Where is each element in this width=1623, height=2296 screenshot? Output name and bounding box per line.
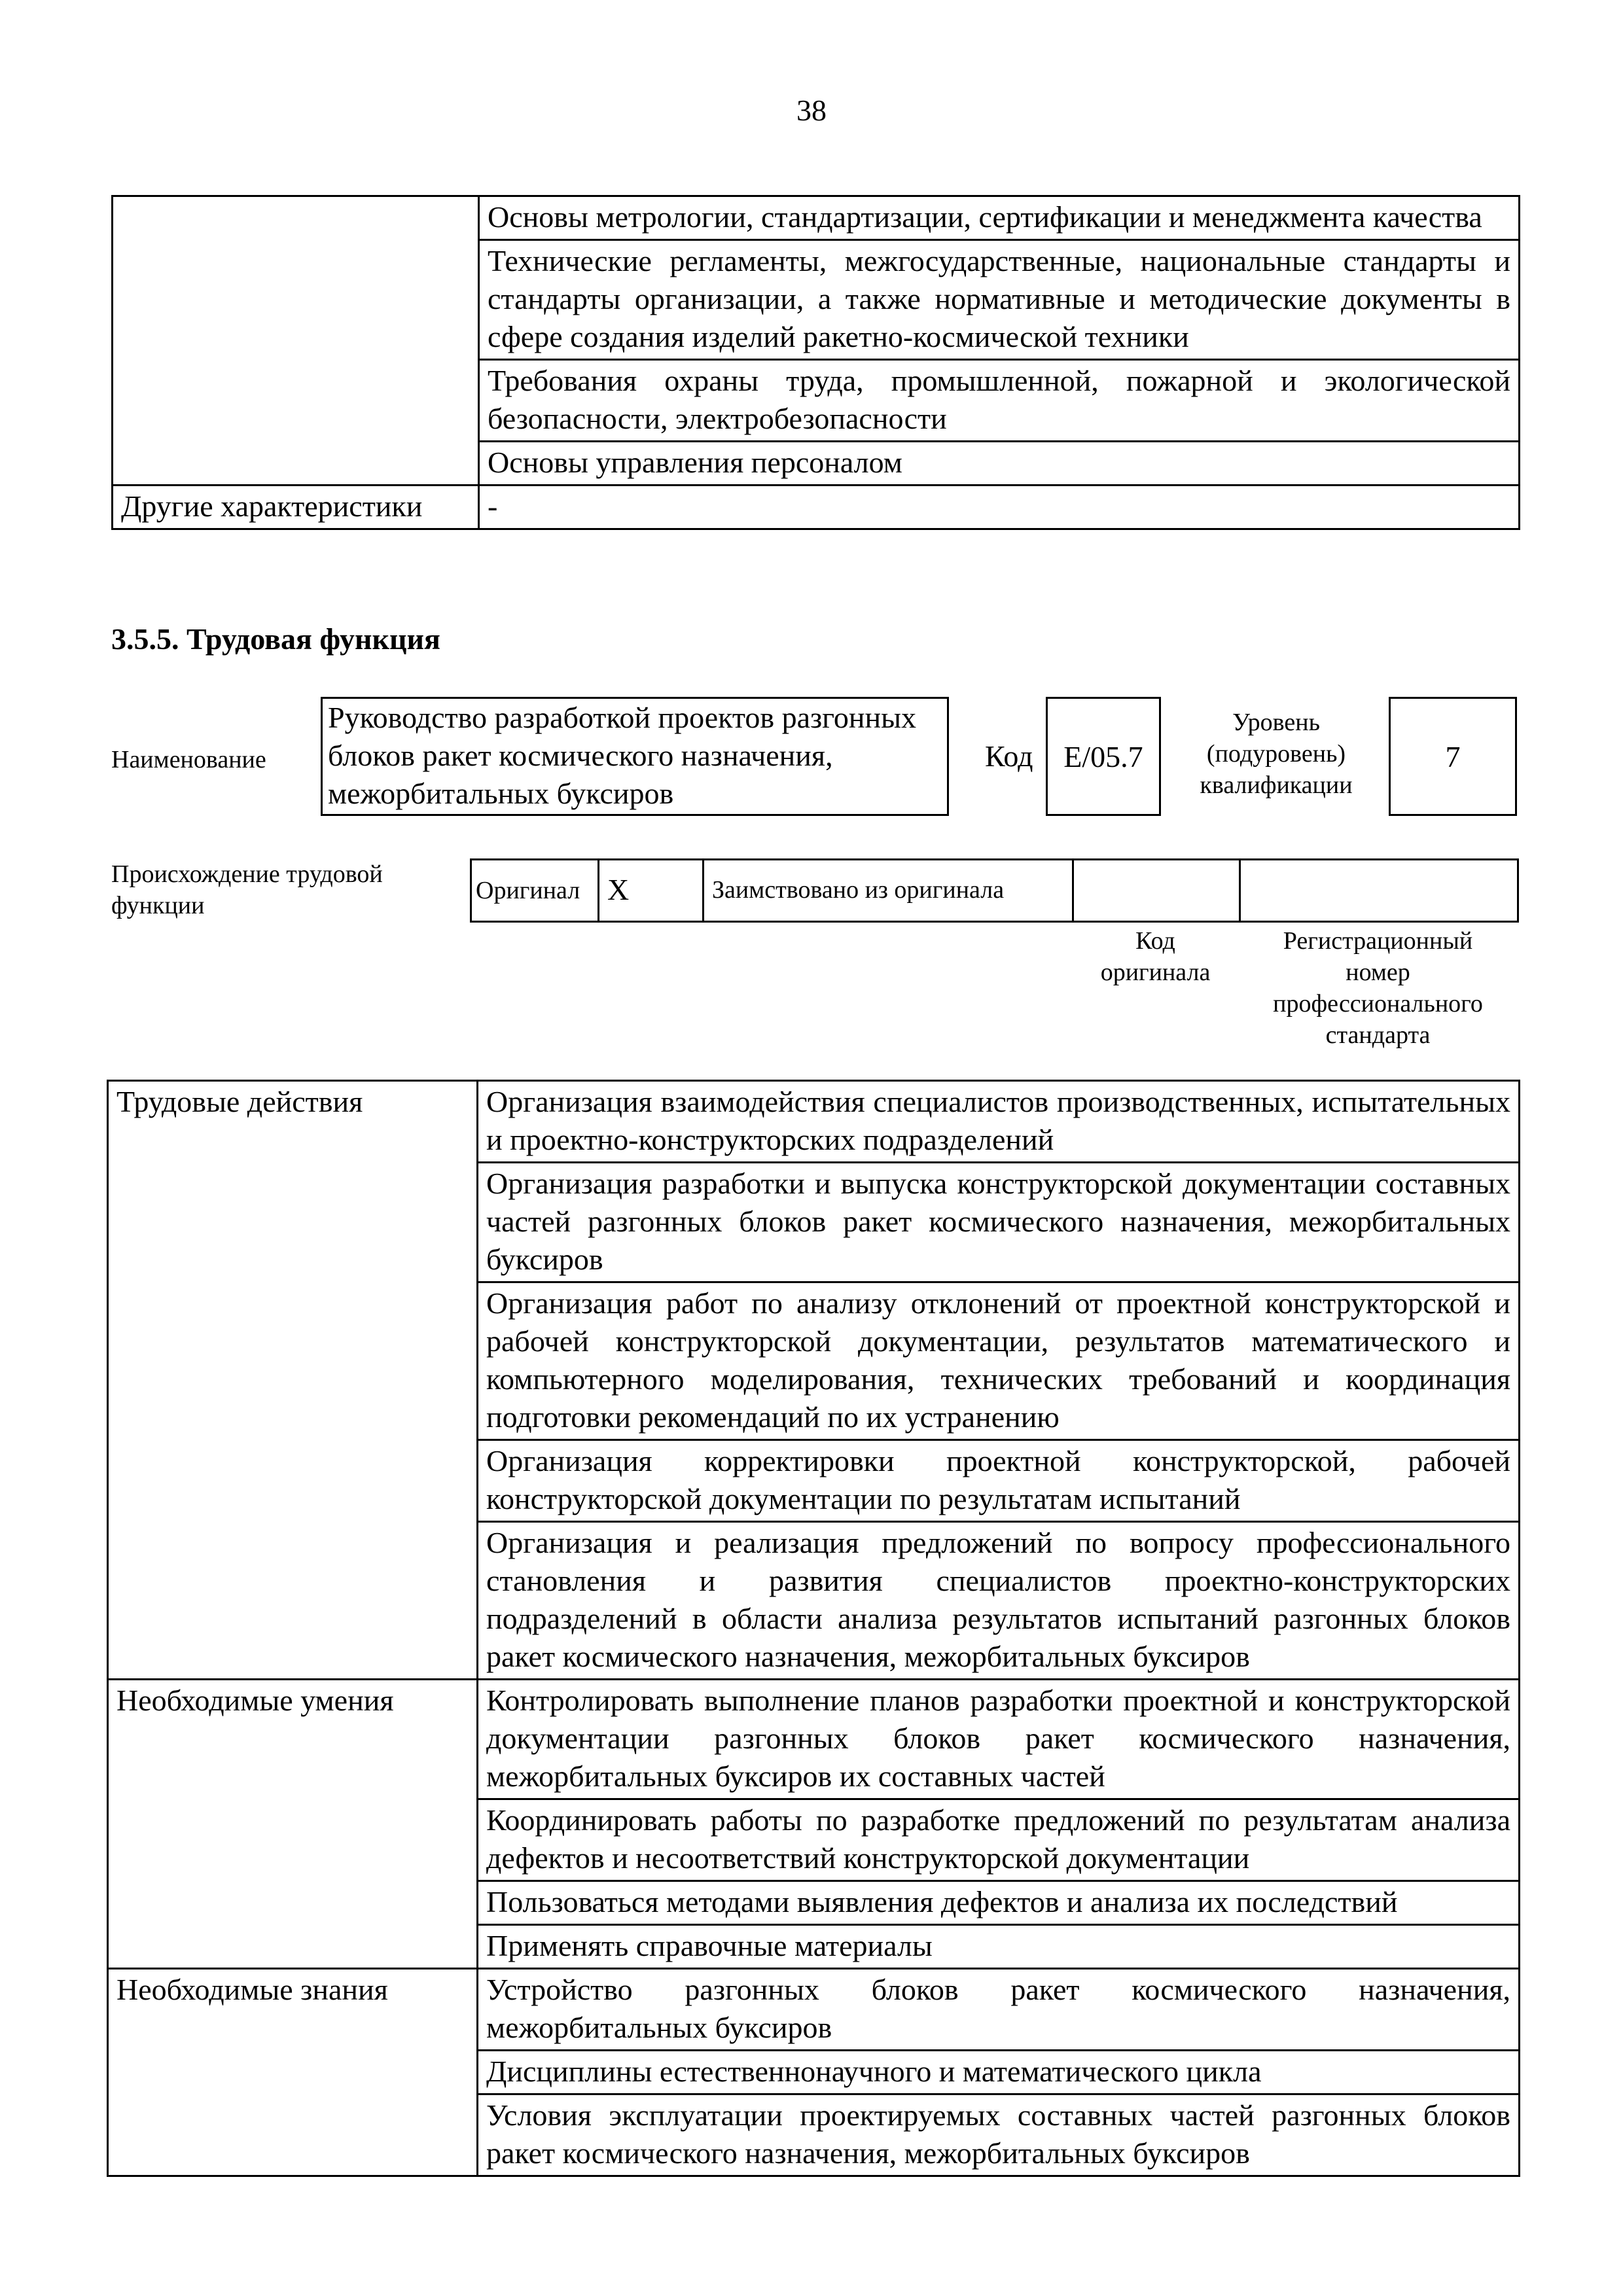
skill-cell: Пользоваться методами выявления дефектов и анализа их последствий [478, 1881, 1520, 1925]
action-cell: Организация корректировки проектной конструкторской, рабочей конструкторской документации по результатам испытаний [478, 1440, 1520, 1522]
caption-line: стандарта [1325, 1021, 1431, 1049]
code-label: Код [985, 739, 1033, 773]
level-box [1389, 697, 1517, 816]
original-code-cell [1073, 860, 1240, 922]
function-name: Руководство разработкой проектов разгонных блоков ракет космического назначения, межорбитальных буксиров [328, 701, 917, 810]
registration-caption [1239, 925, 1517, 1051]
code-box [1046, 697, 1161, 816]
name-label: Наименование [111, 746, 266, 773]
borrowed-label: Заимствовано из оригинала [704, 860, 1073, 922]
level-label-line: квалификации [1200, 771, 1353, 799]
code-value: E/05.7 [1063, 740, 1143, 773]
actions-label: Трудовые действия [108, 1081, 478, 1680]
skills-label: Необходимые умения [108, 1680, 478, 1969]
level-label [1171, 707, 1381, 801]
table-row [108, 1969, 1520, 2051]
table-row [471, 860, 1518, 922]
page-number: 38 [796, 94, 827, 127]
level-value: 7 [1445, 740, 1461, 773]
original-mark: X [599, 860, 704, 922]
knowledge-cell: Требования охраны труда, промышленной, пожарной и экологической безопасности, электробезопасности [479, 360, 1520, 442]
caption-line: Код [1135, 927, 1175, 955]
function-name-box [321, 697, 949, 816]
caption-line: номер [1346, 959, 1410, 986]
action-cell: Организация работ по анализу отклонений от проектной конструкторской и рабочей конструкторской документации, результатов математического и компьютерного моделирования, технических требований и координация подготовки рекомендаций по их устранению [478, 1282, 1520, 1440]
main-table [107, 1080, 1520, 2177]
knowledge-cell: Основы метрологии, стандартизации, сертификации и менеджмента качества [479, 196, 1520, 240]
level-label-line: Уровень [1232, 709, 1320, 736]
knowledge-cell: Условия эксплуатации проектируемых составных частей разгонных блоков ракет космического назначения, межорбитальных буксиров [478, 2094, 1520, 2176]
caption-line: оригинала [1100, 959, 1211, 986]
table-row [113, 196, 1520, 240]
caption-line: профессионального [1273, 990, 1483, 1017]
code-caption [1072, 925, 1239, 988]
skill-cell: Координировать работы по разработке предложений по результатам анализа дефектов и несоответствий конструкторской документации [478, 1799, 1520, 1881]
action-cell: Организация взаимодействия специалистов производственных, испытательных и проектно-конструкторских подразделений [478, 1081, 1520, 1163]
action-cell: Организация и реализация предложений по вопросу профессионального становления и развития специалистов проектно-конструкторских подразделений в области анализа результатов испытаний разгонных блоков ракет космического назначения, межорбитальных буксиров [478, 1522, 1520, 1680]
origin-table [470, 858, 1519, 923]
table-row [113, 486, 1520, 529]
registration-number-cell [1240, 860, 1518, 922]
caption-line: Регистрационный [1283, 927, 1473, 955]
level-label-line: (подуровень) [1206, 740, 1346, 768]
table-row [108, 1680, 1520, 1799]
top-table [111, 195, 1520, 530]
knowledge-label: Необходимые знания [108, 1969, 478, 2176]
skill-cell: Применять справочные материалы [478, 1925, 1520, 1969]
knowledge-cell: Устройство разгонных блоков ракет космического назначения, межорбитальных буксиров [478, 1969, 1520, 2051]
action-cell: Организация разработки и выпуска конструкторской документации составных частей разгонных блоков ракет космического назначения, межорбитальных буксиров [478, 1163, 1520, 1282]
section-heading: 3.5.5. Трудовая функция [111, 622, 440, 656]
original-label: Оригинал [471, 860, 599, 922]
origin-label: Происхождение трудовой функции [111, 860, 383, 919]
skill-cell: Контролировать выполнение планов разработки проектной и конструкторской документации разгонных блоков ракет космического назначения, межорбитальных буксиров их составных частей [478, 1680, 1520, 1799]
knowledge-cell: Основы управления персоналом [479, 442, 1520, 486]
empty-label-cell [113, 196, 479, 486]
other-characteristics-label: Другие характеристики [113, 486, 479, 529]
knowledge-cell: Дисциплины естественнонаучного и математического цикла [478, 2051, 1520, 2094]
table-row [108, 1081, 1520, 1163]
knowledge-cell: Технические регламенты, межгосударственные, национальные стандарты и стандарты организации, а также нормативные и методические документы в сфере создания изделий ракетно-космической техники [479, 240, 1520, 360]
other-characteristics-value: - [479, 486, 1520, 529]
